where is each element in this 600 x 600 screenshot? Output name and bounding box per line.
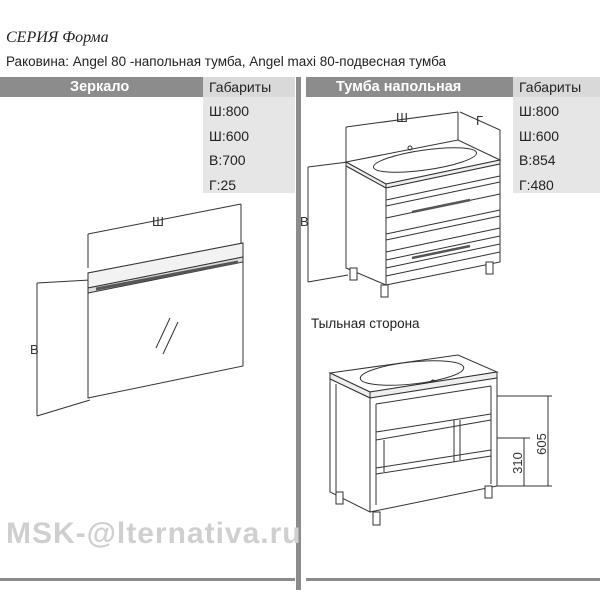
cabinet-dims-header: Габариты — [513, 77, 600, 97]
mirror-dims-header: Габариты — [203, 77, 295, 97]
mirror-title: Зеркало — [70, 79, 130, 95]
series-title: СЕРИЯ Форма — [6, 29, 109, 46]
cabinet-dim-depth: Г:480 — [519, 176, 554, 193]
watermark: MSK-@lternativa.ru — [6, 517, 302, 550]
cabinet-drawing — [308, 112, 500, 297]
cabinet-depth-letter: Г — [476, 113, 484, 128]
mirror-dim-width: Ш:800 — [209, 103, 250, 119]
mirror-dim-height: В:700 — [209, 152, 246, 168]
back-side-label: Тыльная сторона — [311, 316, 420, 331]
cabinet-title: Тумба напольная — [336, 79, 462, 95]
dim-605-label: 605 — [534, 433, 549, 455]
cabinet-dim-width-2: Ш:600 — [519, 127, 560, 144]
mirror-dim-depth: Г:25 — [209, 176, 237, 193]
mirror-drawing — [37, 204, 243, 416]
sink-description: Раковина: Angel 80 -напольная тумба, Angel maxi 80-подвесная тумба — [6, 54, 447, 69]
back-view-drawing — [330, 355, 552, 525]
mirror-width-letter: Ш — [152, 214, 164, 229]
mirror-dim-width-2: Ш:600 — [209, 127, 250, 144]
cabinet-dim-width: Ш:800 — [519, 103, 560, 119]
cabinet-dim-height: В:854 — [519, 152, 556, 168]
cabinet-width-letter: Ш — [396, 110, 408, 125]
dim-310-label: 310 — [510, 452, 525, 474]
cabinet-height-letter: В — [300, 214, 309, 229]
mirror-height-letter: В — [30, 342, 39, 357]
